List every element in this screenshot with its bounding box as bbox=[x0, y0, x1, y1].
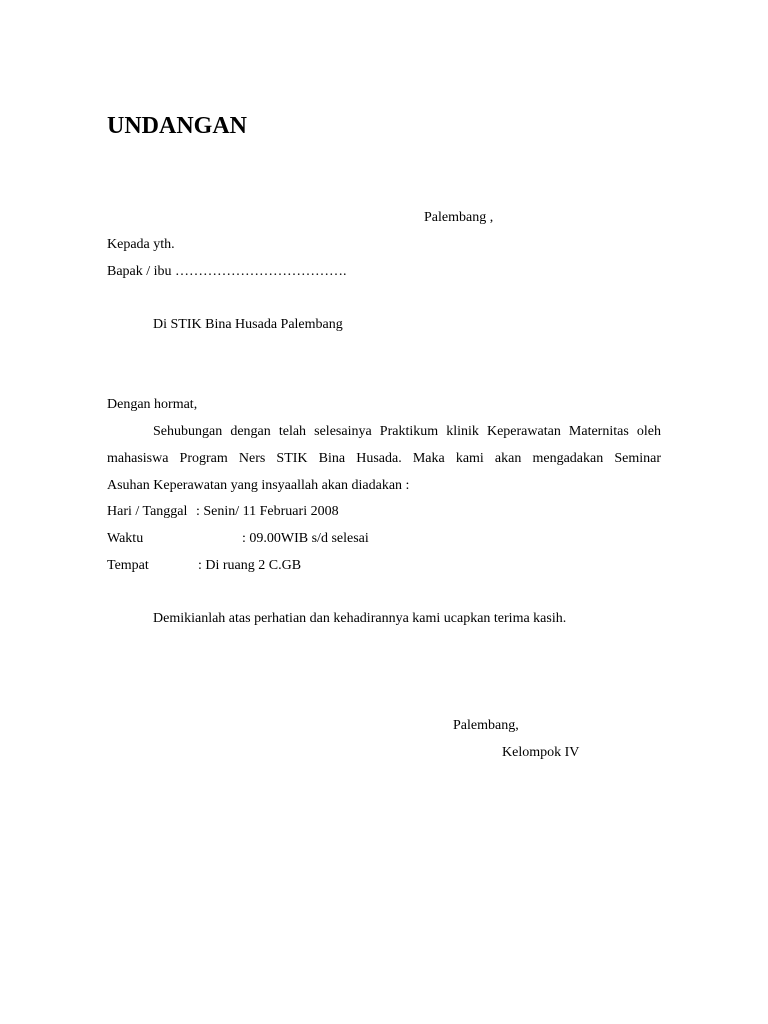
body-line-1: Sehubungan dengan telah selesainya Praktikum klinik Keperawatan Maternitas oleh bbox=[153, 424, 661, 439]
body-line-3: Asuhan Keperawatan yang insyaallah akan diadakan : bbox=[107, 478, 410, 493]
detail-place-label: Tempat bbox=[107, 558, 149, 573]
detail-time-label: Waktu bbox=[107, 531, 144, 546]
closing-text: Demikianlah atas perhatian dan kehadirannya kami ucapkan terima kasih. bbox=[153, 611, 567, 626]
recipient-line-2: Bapak / ibu ………………………………. bbox=[107, 264, 347, 279]
body-line-2: mahasiswa Program Ners STIK Bina Husada. Maka kami akan mengadakan Seminar bbox=[107, 451, 661, 466]
detail-day-label: Hari / Tanggal bbox=[107, 504, 188, 519]
signature-sender: Kelompok IV bbox=[502, 745, 580, 760]
detail-place-value: : Di ruang 2 C.GB bbox=[198, 558, 302, 573]
recipient-line-1: Kepada yth. bbox=[107, 237, 175, 252]
signature-place: Palembang, bbox=[453, 718, 519, 733]
document-title: UNDANGAN bbox=[107, 113, 247, 139]
detail-day-value: : Senin/ 11 Februari 2008 bbox=[196, 504, 339, 519]
detail-time-value: : 09.00WIB s/d selesai bbox=[242, 531, 369, 546]
recipient-location: Di STIK Bina Husada Palembang bbox=[153, 317, 343, 332]
salutation: Dengan hormat, bbox=[107, 397, 198, 412]
place-date-top: Palembang , bbox=[424, 210, 494, 225]
